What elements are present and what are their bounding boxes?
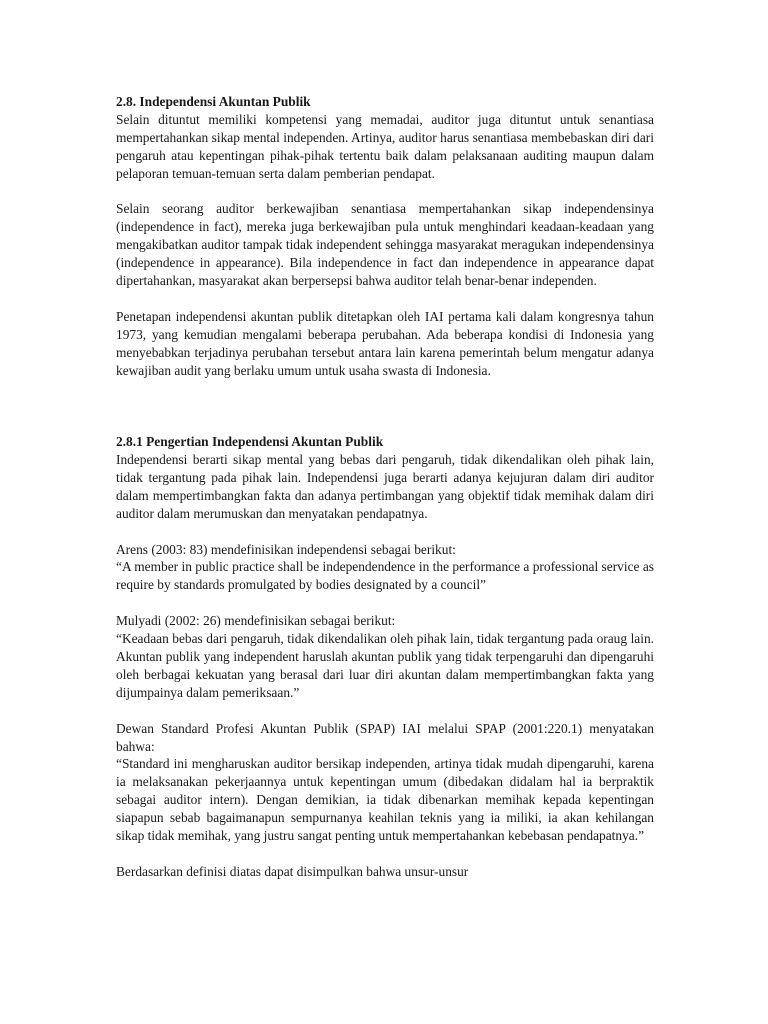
section-heading-2-8: 2.8. Independensi Akuntan Publik xyxy=(116,94,311,109)
mulyadi-intro: Mulyadi (2002: 26) mendefinisikan sebagai berikut: xyxy=(116,613,396,629)
spacer xyxy=(116,523,654,541)
paragraph-kompetensi: Selain dituntut memiliki kompetensi yang memadai, auditor juga dituntut untuk senantiasa mempertahankan sikap mental independen. Artinya, auditor harus senantiasa membebaskan diri dari pengaruh atau kepentingan pihak-pihak tertentu baik dalam pelaksanaan auditing maupun dalam pelaporan temuan-temuan serta dalam pemberian pendapat. xyxy=(116,111,654,181)
paragraph-pengertian: Independensi berarti sikap mental yang bebas dari pengaruh, tidak dikendalikan oleh pihak lain, tidak tergantung pada pihak lain. Independensi juga berarti adanya kejujuran dalam diri auditor dalam mempertimbangkan fakta dan adanya pertimbangan yang objektif tidak memihak dalam diri auditor dalam merumuskan dan menyatakan pendapatnya. xyxy=(116,452,654,521)
spacer xyxy=(116,183,654,201)
arens-intro: Arens (2003: 83) mendefinisikan independensi sebagai berikut: xyxy=(116,541,456,557)
spacer xyxy=(116,379,654,433)
spacer xyxy=(116,290,654,308)
paragraph-independence-in-fact: Selain seorang auditor berkewajiban senantiasa mempertahankan sikap independensinya (independence in fact), mereka juga berkewajiban pula untuk menghindari keadaan-keadaan yang mengakibatkan auditor tampak tidak independent sehingga masyarakat meragukan independensinya (independence in appearance). Bila independence in fact dan independence in appearance dapat dipertahankan, masyarakat akan berpersepsi bahwa auditor telah benar-benar independen. xyxy=(116,201,654,289)
conclusion-paragraph: Berdasarkan definisi diatas dapat disimpulkan bahwa unsur-unsur xyxy=(116,863,469,879)
mulyadi-quote: “Keadaan bebas dari pengaruh, tidak dikendalikan oleh pihak lain, tidak tergantung pada oraug lain. Akuntan publik yang independent haruslah akuntan publik yang tidak terpengaruhi dan dipengaruhi oleh berbagai kekuatan yang berasal dari luar diri akuntan dalam mempertimbangkan fakta yang dijumpainya dalam pemeriksaan.” xyxy=(116,631,654,700)
spap-intro: Dewan Standard Profesi Akuntan Publik (SPAP) IAI melalui SPAP (2001:220.1) menyatakan bahwa: xyxy=(116,720,654,754)
spacer xyxy=(116,845,654,863)
paragraph-penetapan-iai: Penetapan independensi akuntan publik ditetapkan oleh IAI pertama kali dalam kongresnya tahun 1973, yang kemudian mengalami beberapa perubahan. Ada beberapa kondisi di Indonesia yang menyebabkan terjadinya perubahan tersebut antara lain karena pemerintah belum mengatur adanya kewajiban audit yang berlaku umum untuk usaha swasta di Indonesia. xyxy=(116,308,654,378)
spacer xyxy=(116,702,654,720)
document-page xyxy=(116,93,654,881)
spap-quote: “Standard ini mengharuskan auditor bersikap independen, artinya tidak mudah dipengaruhi, karena ia melaksanakan pekerjaannya untuk kepentingan umum (dibedakan didalam hal ia berpraktik sebagai auditor intern). Dengan demikian, ia tidak dibenarkan memihak kepada kepentingan siapapun sebab bagaimanapun sempurnanya keahilan teknis yang ia miliki, ia akan kehilangan sikap tidak memihak, yang justru sangat penting untuk mempertahankan kebebasan pendapatnya.” xyxy=(116,756,654,844)
arens-quote: “A member in public practice shall be independendence in the performance a professional service as require by standards promulgated by bodies designated by a council” xyxy=(116,559,654,593)
section-heading-2-8-1: 2.8.1 Pengertian Independensi Akuntan Publik xyxy=(116,434,384,450)
spacer xyxy=(116,594,654,612)
